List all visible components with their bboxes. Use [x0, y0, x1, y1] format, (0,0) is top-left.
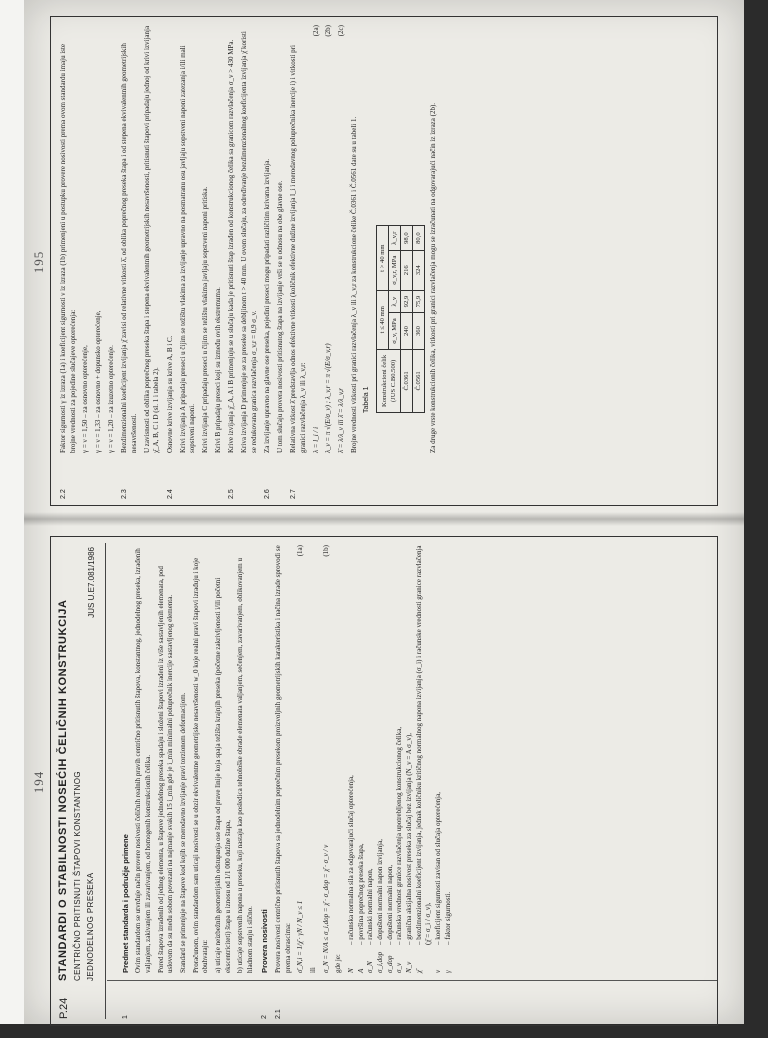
- equation-tag: (2a): [311, 25, 320, 37]
- section-number: 2: [260, 1015, 268, 1019]
- legend-item: [386, 545, 396, 973]
- legend-symbol: N_v: [405, 961, 414, 973]
- formula-text: λ = l_i / i: [311, 426, 320, 453]
- section-1: [121, 545, 256, 1019]
- section-number: 1: [122, 1015, 129, 1019]
- table-header: t > 40 mm: [377, 226, 389, 290]
- legend-text: – površina poprečnog preseka štapa,: [356, 843, 365, 945]
- scan-left-margin: [0, 0, 24, 1024]
- legend-item: [395, 545, 405, 973]
- table-cell: Č.0561: [413, 349, 425, 412]
- section-number: 2.7: [290, 489, 298, 499]
- table-cell: 98,0: [401, 226, 413, 250]
- section-2-4: [166, 25, 223, 499]
- section-2: [260, 545, 270, 1019]
- formula-text: σ_N = N/A ≤ σ_i,dop = χ̄ · σ_dop = χ̄ · σ_v / ν: [321, 844, 330, 973]
- section-2-2: [59, 25, 116, 499]
- paragraph: Relativna vitkost λ̄ predstavlja odnos efektivne vitkosti (količnik efektivne dužine izvijanja l_i i merodavnog poluprečnika inercije i) i vitkosti pri granici razvlačenja λ_v ili λ_v,r:: [289, 45, 308, 453]
- legend-item: [347, 545, 357, 973]
- paragraph: Krive izvijanja χ̄_A, A i B primenjuju se u slučaju kada je pritisnuti štap izrađen od konstrukcionog čelika sa granicom razvlačenja σ_v > 430 MPa.: [227, 39, 236, 453]
- page-title: STANDARDI O STABILNOSTI NOSEĆIH ČELIČNIH KONSTRUKCIJA: [57, 599, 69, 981]
- legend-symbol: γ: [443, 970, 452, 973]
- section-title: Provera nosivosti: [259, 909, 269, 973]
- paragraph: Pored štapova izrađenih od jednog elementa, u štapove jednodelnog preseka spadaju i složeni štapovi izrađeni iz više sastavljenih elemenata, pod uslovom da su među sobom povezani na najmanje svakih 15 i_min gde je i_min minimalni poluprečnik inercije sastavljenog elementa.: [156, 566, 175, 973]
- table-header: σ_v,r, MPa: [389, 250, 401, 290]
- legend-intro: gde je:: [334, 954, 343, 973]
- formula-text: λ_v = π √(E/σ_v) ; λ_v,r = π √(E/σ_v,r): [324, 343, 333, 453]
- legend-text: – računska vrednost granice razvlačenja upotrebljenog konstrukcionog čelika,: [395, 726, 404, 945]
- table-header: [377, 349, 401, 412]
- section-2-7: [289, 25, 439, 499]
- section-title: Predmet standarda i područje primene: [121, 834, 130, 973]
- standard-number: JUS U.E7.081/1986: [87, 547, 96, 618]
- table-header: λ_v,r: [389, 226, 401, 250]
- equation-tag: (2c): [337, 25, 346, 37]
- legend-symbol: ν: [434, 969, 442, 973]
- table-row: [413, 226, 425, 413]
- connector-text: ili: [309, 967, 318, 973]
- paragraph: Kriva izvijanja D primenjuje se za preseke sa debljinom t > 40 mm. U ovom slučaju, za određivanje bezdimenzionalnog koeficijenta izvijanja χ̄ koristi se redukovana granica razvlačenja σ_v,r = 0,9 σ_v.: [239, 31, 258, 453]
- legend-symbol: σ_i,dop: [376, 951, 385, 973]
- legend-item: [415, 545, 434, 973]
- table-caption: Tabela 1: [363, 386, 371, 413]
- section-number: 2.6: [264, 489, 272, 499]
- legend-text: – dopušteni normalni napon,: [385, 864, 394, 945]
- equation-tag: (1b): [321, 545, 330, 557]
- table-header-steel: Konstrukcioni čelik: [380, 354, 388, 407]
- page-frame: [50, 16, 718, 506]
- paragraph: Bezdimenzionalni koeficijent izvijanja χ̄ zavisi od relativne vitkosti λ̄, od oblika poprečnog preseka štapa i od stepena ekvivalentnih geometrijskih nesavršenosti.: [120, 43, 138, 453]
- paragraph: Za druge vrste konstrukcionih čelika, vitkosti pri granici razvlačenja mogu se izračunati na odgovarajući način iz izraza (2b).: [429, 102, 438, 453]
- paragraph: Krivi B pripadaju preseci koji su između ovih ekstremuma.: [213, 287, 222, 453]
- legend-item: [444, 545, 454, 973]
- section-2-1: [274, 545, 453, 1019]
- paragraph: Krivi izvijanja A pripadaju preseci u čijim se težištu vlakima za izvijanje upravno na posmatranu osu javljaju sopstveni naponi zatezanja i/ili mali sopstveni naponi.: [178, 45, 197, 453]
- legend-text: – računska normalna sila za odgovarajući slučaj opterećenja,: [347, 775, 356, 945]
- formula-2a: [312, 25, 322, 453]
- table-1: [376, 225, 425, 413]
- legend-text: – dopušteni normalni napon izvijanja,: [376, 839, 385, 945]
- formula-1b: [322, 545, 332, 973]
- legend-item: [366, 545, 376, 973]
- paragraph: a) uticaje neizbežnih geometrijskih odstupanja ose štapa od prave linije koja spaja težišta krajnjih preseka (početne zakrivljenosti i/ili početni ekscentriciteti) štapa u iznosu od 1/1 000 dužine štapa,: [214, 577, 232, 973]
- legend-text: – faktor sigurnosti.: [443, 891, 452, 945]
- table-cell: 216: [401, 250, 413, 290]
- standard-code: P.24: [58, 997, 70, 1019]
- section-number: 2.5: [228, 489, 236, 499]
- page-195: [31, 6, 732, 518]
- legend-symbol: σ_dop: [385, 955, 394, 973]
- formula-2c: [337, 25, 347, 453]
- paragraph: Osnovne krive izvijanja su krive A, B i C.: [165, 335, 174, 453]
- legend-symbol: χ̄: [414, 969, 423, 973]
- table-cell: 324: [413, 250, 425, 290]
- paragraph: b) uticaje sopstvenih napona u preseku, koji nastaju kao posledica tehnološke obrade elemenata valjanjem, sečenjem, zavarivanjem, oblikovanjem u hladnom stanju i slično.: [236, 558, 255, 973]
- paragraph: Za izvijanje upravno na glavne ose preseka, pojedini preseci mogu pripadati različitim krivama izvijanja.: [263, 158, 272, 453]
- page-number: 194: [31, 770, 46, 794]
- section-number: 2.2: [60, 489, 67, 499]
- section-2-3: [120, 25, 162, 499]
- page-subtitle: CENTRIČNO PRITISNUTI ŠTAPOVI KONSTANTNOG: [73, 771, 82, 981]
- table-cell: 80,0: [413, 226, 425, 250]
- table-cell: 360: [413, 313, 425, 349]
- legend-text: – bezdimenzionalni koeficijent izvijanja, jednak količniku kritičnog normalnog napona izvijanja (σ_i) i računske vrednosti granice razvlačenja (χ̄ = σ_i / σ_v),: [414, 545, 433, 945]
- legend-symbol: σ_v: [395, 962, 404, 973]
- paragraph: Provera nosivosti centrično pritisnutih štapova sa jednodelnim poprečnim presekom proizvoljnih geometrijskih karakteristika i načina izrade sprovodi se prema obrascima:: [274, 545, 292, 973]
- paragraph: Brojne vrednosti vitkosti pri granici razvlačenja λ_v ili λ_v,r za konstrukcione čelike Č.0361 i Č.0561 date su u tabeli 1.: [349, 116, 358, 453]
- table-header-steel-standard: (JUS C.B0.500): [389, 359, 397, 403]
- paragraph: Faktor sigurnosti γ iz izraza (1a) i koeficijent sigurnosti ν iz izraza (1b) primenjeni u postupku provere nosivosti prema ovom standardu imaju iste brojne vrednosti za pojedine slučajeve opterećenja:: [59, 43, 77, 453]
- paragraph: Krivi izvijanja C pripadaju preseci u čijim se težištu vlakima javljaju sopstveni naponi pritiska.: [200, 186, 209, 453]
- legend-item: [405, 545, 415, 973]
- table-row: [401, 226, 413, 413]
- section-2-6: [263, 25, 285, 499]
- legend-text: – računski normalni napon,: [366, 868, 375, 945]
- formula-text: σ̄_N,i = 1/χ̄ · γN / N_v ≤ 1: [296, 900, 305, 973]
- paragraph: Ovim standardom se utvrđuje način provere nosivosti čeličnih realnih pravih centrično pritisnutih štapova, konstantnog, jednodelnog preseka, izrađenih valjanjem, zakivanjem ili zavarivanjem, od homogenih konstrukcionih čelika.: [134, 548, 153, 973]
- section-number: 2.4: [166, 489, 174, 499]
- legend-symbol: N: [347, 968, 356, 973]
- table-cell: Č.0361: [401, 349, 413, 412]
- paragraph: U tom slučaju provera nosivosti pritisnutog štapa na izvijanje vrši se u odnosu na obe glavne ose.: [275, 180, 284, 453]
- page-subtitle: JEDNODELNOG PRESEKA: [86, 872, 95, 981]
- equation-tag: (2b): [324, 25, 333, 37]
- table-header: λ_v: [389, 290, 401, 313]
- page-number: 195: [31, 250, 46, 274]
- table-cell: 92,9: [401, 290, 413, 313]
- section-number: 2.3: [121, 489, 129, 499]
- case-line: γ = ν = 1,20 – za izuzetno opterećenje.: [106, 345, 115, 453]
- legend-text: – koeficijent sigurnosti zavisan od slučaja opterećenja,: [434, 792, 442, 945]
- page-body: [121, 545, 457, 1019]
- table-header: t ≤ 40 mm: [377, 290, 389, 349]
- section-2-5: [227, 25, 259, 499]
- section-number: 2.1: [275, 1009, 283, 1019]
- case-line: γ = ν = 1,50 – za osnovno opterećenje,: [81, 345, 90, 453]
- equation-tag: (1a): [296, 545, 305, 557]
- table-cell: 75,9: [413, 290, 425, 313]
- table-cell: 240: [401, 313, 413, 349]
- page-194: [31, 526, 732, 1038]
- legend-symbol: A: [356, 968, 365, 973]
- standard-header: [55, 543, 106, 1019]
- paragraph: U zavisnosti od oblika poprečnog preseka štapa i stepena ekvivalentnih geometrijskih nesavršenosti, pritisnuti štapovi pripadaju jednoj od krivi izvijanja χ̄_A, B, C i D (sl. 1 i tabela 2).: [142, 25, 161, 453]
- legend-text: – granična aksijalna nosivost preseka za slučaj bez izvijanja (N_v = A σ_v),: [405, 732, 414, 945]
- symbol-legend: [347, 545, 453, 973]
- legend-item: [357, 545, 367, 973]
- legend-item: [376, 545, 386, 973]
- page-body: [59, 25, 443, 499]
- paragraph: Standard se primenjuje na štapove kod kojih se merodavno izvijanje pravi torzionom deformacijom.: [179, 692, 188, 973]
- legend-symbol: σ_N: [366, 961, 375, 973]
- paragraph: Proračunom, ovim standardom sam uticaji nosivosti se u obzir ekvivalentne geometrijske nesavršenosti w_0 koje realni pravi štapovi izrađuju i koje obuhvataju:: [191, 557, 210, 973]
- case-line: γ = ν = 1,33 – za osnovno + dopunsko opterećenje,: [93, 310, 102, 453]
- formula-2b: [324, 25, 334, 453]
- formula-text: λ̄ = λ/λ_v ili λ̄ = λ/λ_v,r: [337, 387, 346, 453]
- page-frame: [50, 536, 718, 1026]
- table-header: σ_v, MPa: [389, 313, 401, 349]
- formula-1a: [296, 545, 306, 973]
- legend-item: [434, 545, 444, 973]
